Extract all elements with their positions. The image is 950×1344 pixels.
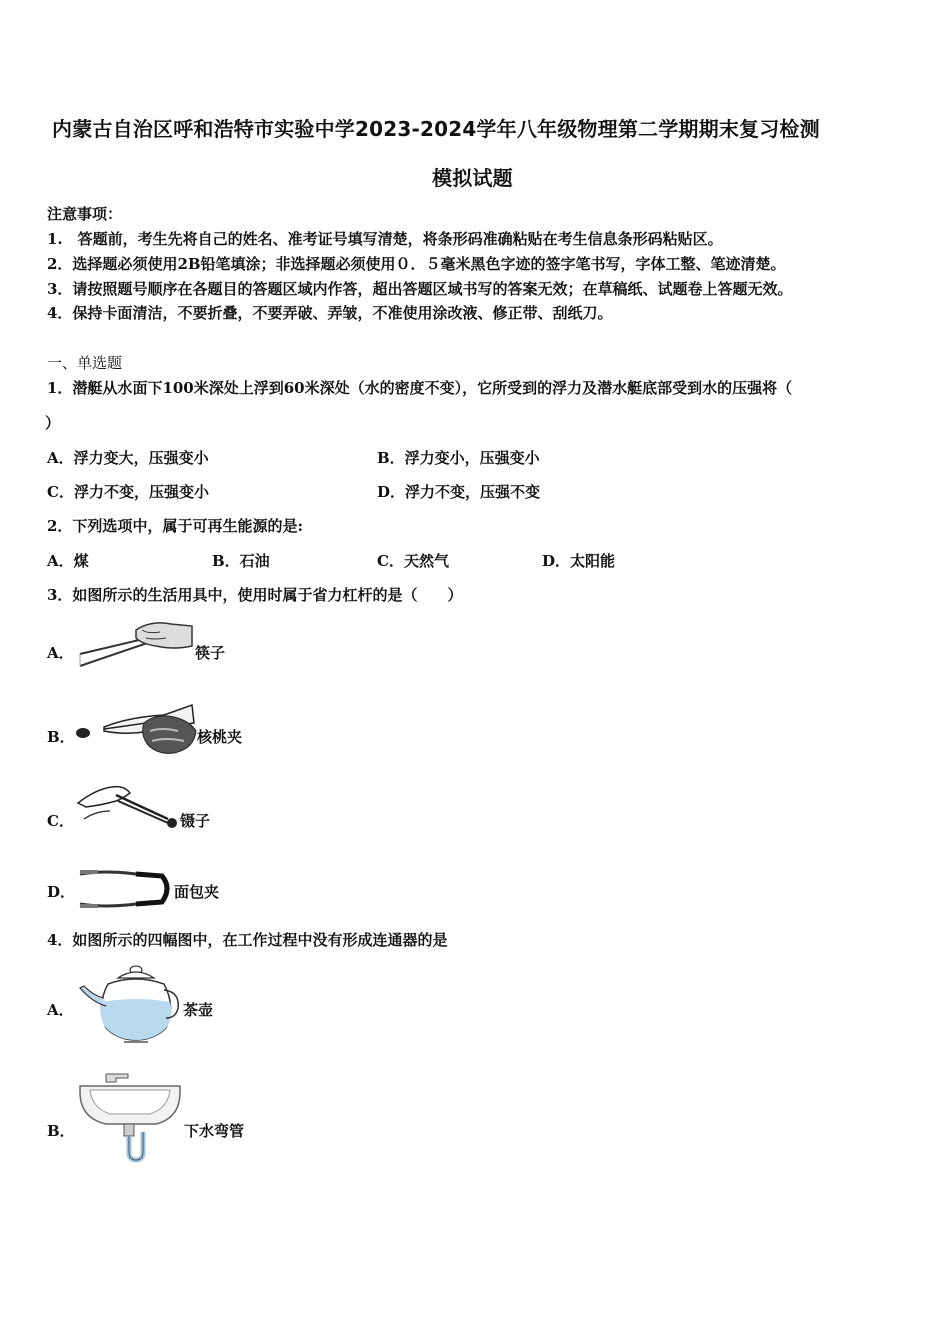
q1-option-d: D．浮力不变，压强不变 bbox=[377, 483, 541, 501]
note-item: 2．选择题必须使用2B铅笔填涂；非选择题必须使用０．５毫米黑色字迹的签字笔书写，字体工整、笔迹清楚。 bbox=[47, 255, 786, 273]
note-item: 1. 答题前，考生先将自己的姓名、准考证号填写清楚，将条形码准确粘贴在考生信息条形码粘贴区。 bbox=[47, 230, 723, 248]
page-title-line1: 内蒙古自治区呼和浩特市实验中学2023-2024学年八年级物理第二学期期末复习检测 bbox=[52, 117, 820, 141]
nutcracker-image bbox=[74, 697, 198, 755]
q1-option-c: C．浮力不变，压强变小 bbox=[47, 483, 209, 501]
q3-option-a-letter: A． bbox=[47, 644, 74, 662]
q1-option-b: B．浮力变小，压强变小 bbox=[377, 449, 540, 467]
q4-option-a-label: 茶壶 bbox=[183, 1001, 214, 1019]
q3-option-b-letter: B． bbox=[47, 728, 75, 746]
q2-option-a: A．煤 bbox=[47, 552, 89, 570]
note-item: 4．保持卡面清洁，不要折叠，不要弄破、弄皱，不准使用涂改液、修正带、刮纸刀。 bbox=[47, 304, 613, 322]
q2-option-b: B．石油 bbox=[212, 552, 270, 570]
q2-option-d: D．太阳能 bbox=[542, 552, 616, 570]
page-title-line2: 模拟试题 bbox=[432, 166, 513, 190]
q4-stem: 4．如图所示的四幅图中，在工作过程中没有形成连通器的是 bbox=[47, 931, 448, 949]
q2-stem: 2．下列选项中，属于可再生能源的是: bbox=[47, 517, 303, 535]
q1-stem-end: ） bbox=[45, 414, 61, 432]
q4-option-b-letter: B． bbox=[47, 1122, 75, 1140]
q3-option-b-label: 核桃夹 bbox=[197, 728, 243, 746]
q3-option-c-label: 镊子 bbox=[180, 812, 211, 830]
notes-heading: 注意事项： bbox=[47, 205, 123, 223]
section-heading: 一、单选题 bbox=[47, 354, 123, 372]
bread-tongs-image bbox=[76, 866, 174, 912]
q1-stem: 1．潜艇从水面下100米深处上浮到60米深处（水的密度不变），它所受到的浮力及潜水艇底部受到水的压强将（ bbox=[47, 379, 793, 397]
q1-option-a: A．浮力变大，压强变小 bbox=[47, 449, 209, 467]
q3-stem: 3．如图所示的生活用具中，使用时属于省力杠杆的是（ ） bbox=[47, 586, 463, 604]
q4-option-a-letter: A． bbox=[47, 1001, 74, 1019]
teapot-image bbox=[78, 962, 182, 1044]
q3-option-d-letter: D． bbox=[47, 883, 76, 901]
q3-option-d-label: 面包夹 bbox=[174, 883, 220, 901]
tweezers-image bbox=[76, 781, 182, 833]
note-item: 3．请按照题号顺序在各题目的答题区域内作答，超出答题区域书写的答案无效；在草稿纸、试题卷上答题无效。 bbox=[47, 280, 793, 298]
q4-option-b-label: 下水弯管 bbox=[184, 1122, 245, 1140]
sink-drain-image bbox=[76, 1070, 184, 1164]
chopsticks-image bbox=[76, 616, 196, 670]
q2-option-c: C．天然气 bbox=[377, 552, 449, 570]
q3-option-a-label: 筷子 bbox=[195, 644, 226, 662]
q3-option-c-letter: C． bbox=[47, 812, 74, 830]
